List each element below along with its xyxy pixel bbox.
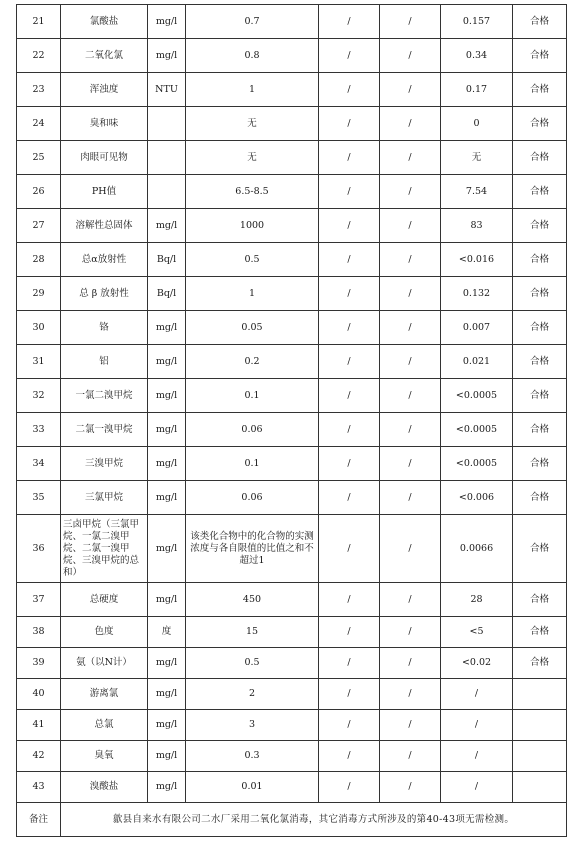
standard-limit: 无	[186, 107, 319, 141]
col6-value: /	[380, 515, 441, 583]
verdict: 合格	[513, 345, 567, 379]
standard-limit: 0.2	[186, 345, 319, 379]
unit: mg/l	[148, 741, 186, 772]
unit: mg/l	[148, 679, 186, 710]
verdict: 合格	[513, 107, 567, 141]
unit: mg/l	[148, 583, 186, 617]
verdict: 合格	[513, 175, 567, 209]
verdict: 合格	[513, 617, 567, 648]
test-result: 7.54	[441, 175, 513, 209]
row-number: 31	[17, 345, 61, 379]
unit	[148, 141, 186, 175]
verdict: 合格	[513, 447, 567, 481]
unit	[148, 175, 186, 209]
unit: mg/l	[148, 209, 186, 243]
col6-value: /	[380, 73, 441, 107]
verdict: 合格	[513, 209, 567, 243]
col5-value: /	[319, 481, 380, 515]
col6-value: /	[380, 617, 441, 648]
item-name: 氯酸盐	[61, 5, 148, 39]
verdict: 合格	[513, 648, 567, 679]
table-row	[17, 648, 567, 679]
standard-limit: 15	[186, 617, 319, 648]
col5-value: /	[319, 209, 380, 243]
test-result: /	[441, 679, 513, 710]
item-name: 二氧化氯	[61, 39, 148, 73]
item-name: 色度	[61, 617, 148, 648]
row-number: 25	[17, 141, 61, 175]
item-name: 臭氧	[61, 741, 148, 772]
test-result: 83	[441, 209, 513, 243]
standard-limit: 0.7	[186, 5, 319, 39]
item-name: 三氯甲烷	[61, 481, 148, 515]
table-row	[17, 277, 567, 311]
standard-limit: 0.8	[186, 39, 319, 73]
col5-value: /	[319, 741, 380, 772]
col5-value: /	[319, 311, 380, 345]
col6-value: /	[380, 175, 441, 209]
table-row	[17, 617, 567, 648]
table-row	[17, 447, 567, 481]
item-name: PH值	[61, 175, 148, 209]
test-result: 0.0066	[441, 515, 513, 583]
table-row	[17, 345, 567, 379]
col5-value: /	[319, 679, 380, 710]
unit: mg/l	[148, 311, 186, 345]
unit: mg/l	[148, 379, 186, 413]
item-name: 溶解性总固体	[61, 209, 148, 243]
col6-value: /	[380, 311, 441, 345]
standard-limit: 2	[186, 679, 319, 710]
row-number: 21	[17, 5, 61, 39]
verdict	[513, 772, 567, 803]
test-result: 0.132	[441, 277, 513, 311]
col5-value: /	[319, 39, 380, 73]
table-row	[17, 710, 567, 741]
col6-value: /	[380, 39, 441, 73]
test-result: <5	[441, 617, 513, 648]
col6-value: /	[380, 481, 441, 515]
item-name: 总硬度	[61, 583, 148, 617]
unit	[148, 107, 186, 141]
col5-value: /	[319, 447, 380, 481]
verdict	[513, 741, 567, 772]
unit: Bq/l	[148, 243, 186, 277]
col5-value: /	[319, 5, 380, 39]
unit: mg/l	[148, 413, 186, 447]
verdict: 合格	[513, 515, 567, 583]
standard-limit: 0.5	[186, 243, 319, 277]
row-number: 26	[17, 175, 61, 209]
table-row	[17, 175, 567, 209]
verdict: 合格	[513, 277, 567, 311]
test-result: 0.17	[441, 73, 513, 107]
col6-value: /	[380, 583, 441, 617]
unit: mg/l	[148, 447, 186, 481]
note-label: 备注	[17, 803, 61, 837]
item-name: 二氯一溴甲烷	[61, 413, 148, 447]
table-row	[17, 481, 567, 515]
col6-value: /	[380, 243, 441, 277]
row-number: 36	[17, 515, 61, 583]
test-result: 0.007	[441, 311, 513, 345]
table-row	[17, 379, 567, 413]
verdict: 合格	[513, 73, 567, 107]
col6-value: /	[380, 741, 441, 772]
test-result: 0.021	[441, 345, 513, 379]
row-number: 30	[17, 311, 61, 345]
table-row	[17, 243, 567, 277]
test-result: <0.016	[441, 243, 513, 277]
verdict: 合格	[513, 141, 567, 175]
row-number: 35	[17, 481, 61, 515]
standard-limit: 该类化合物中的化合物的实测浓度与各自限值的比值之和不超过1	[186, 515, 319, 583]
table-row	[17, 413, 567, 447]
verdict: 合格	[513, 39, 567, 73]
col6-value: /	[380, 447, 441, 481]
unit: mg/l	[148, 345, 186, 379]
table-row	[17, 107, 567, 141]
item-name: 游离氯	[61, 679, 148, 710]
col6-value: /	[380, 345, 441, 379]
col6-value: /	[380, 209, 441, 243]
standard-limit: 1	[186, 277, 319, 311]
unit: mg/l	[148, 515, 186, 583]
col5-value: /	[319, 107, 380, 141]
unit: mg/l	[148, 648, 186, 679]
verdict: 合格	[513, 243, 567, 277]
unit: mg/l	[148, 5, 186, 39]
table-body	[17, 5, 567, 803]
standard-limit: 0.1	[186, 447, 319, 481]
col5-value: /	[319, 175, 380, 209]
col5-value: /	[319, 277, 380, 311]
verdict: 合格	[513, 5, 567, 39]
table-row	[17, 741, 567, 772]
row-number: 23	[17, 73, 61, 107]
col5-value: /	[319, 710, 380, 741]
table-row	[17, 39, 567, 73]
verdict: 合格	[513, 311, 567, 345]
standard-limit: 0.3	[186, 741, 319, 772]
standard-limit: 450	[186, 583, 319, 617]
col5-value: /	[319, 617, 380, 648]
item-name: 氨（以N计）	[61, 648, 148, 679]
col6-value: /	[380, 772, 441, 803]
col5-value: /	[319, 583, 380, 617]
unit: 度	[148, 617, 186, 648]
unit: Bq/l	[148, 277, 186, 311]
standard-limit: 0.5	[186, 648, 319, 679]
col5-value: /	[319, 379, 380, 413]
col5-value: /	[319, 515, 380, 583]
standard-limit: 0.06	[186, 413, 319, 447]
test-result: /	[441, 772, 513, 803]
table-row	[17, 515, 567, 583]
row-number: 43	[17, 772, 61, 803]
item-name: 浑浊度	[61, 73, 148, 107]
col5-value: /	[319, 413, 380, 447]
test-result: <0.02	[441, 648, 513, 679]
table-row	[17, 209, 567, 243]
row-number: 42	[17, 741, 61, 772]
item-name: 三卤甲烷（三氯甲烷、一氯二溴甲烷、二氯一溴甲烷、三溴甲烷的总和）	[61, 515, 148, 583]
unit: NTU	[148, 73, 186, 107]
col6-value: /	[380, 107, 441, 141]
test-result: 0.34	[441, 39, 513, 73]
col6-value: /	[380, 5, 441, 39]
water-quality-table	[16, 4, 567, 837]
col5-value: /	[319, 772, 380, 803]
col6-value: /	[380, 379, 441, 413]
item-name: 总α放射性	[61, 243, 148, 277]
standard-limit: 1	[186, 73, 319, 107]
item-name: 肉眼可见物	[61, 141, 148, 175]
unit: mg/l	[148, 39, 186, 73]
col6-value: /	[380, 277, 441, 311]
item-name: 溴酸盐	[61, 772, 148, 803]
standard-limit: 0.01	[186, 772, 319, 803]
row-number: 29	[17, 277, 61, 311]
col6-value: /	[380, 710, 441, 741]
table-row	[17, 73, 567, 107]
test-result: 28	[441, 583, 513, 617]
row-number: 39	[17, 648, 61, 679]
test-result: 0.157	[441, 5, 513, 39]
row-number: 32	[17, 379, 61, 413]
col5-value: /	[319, 243, 380, 277]
col5-value: /	[319, 73, 380, 107]
table-row	[17, 5, 567, 39]
row-number: 33	[17, 413, 61, 447]
standard-limit: 6.5-8.5	[186, 175, 319, 209]
col6-value: /	[380, 679, 441, 710]
note-row	[17, 803, 567, 837]
test-result: <0.006	[441, 481, 513, 515]
item-name: 总氯	[61, 710, 148, 741]
test-result: 无	[441, 141, 513, 175]
standard-limit: 0.05	[186, 311, 319, 345]
verdict: 合格	[513, 379, 567, 413]
verdict	[513, 710, 567, 741]
verdict: 合格	[513, 413, 567, 447]
note-text: 歙县自来水有限公司二水厂采用二氧化氯消毒，其它消毒方式所涉及的第40-43项无需检测。	[61, 803, 567, 837]
row-number: 40	[17, 679, 61, 710]
item-name: 一氯二溴甲烷	[61, 379, 148, 413]
row-number: 38	[17, 617, 61, 648]
row-number: 24	[17, 107, 61, 141]
col6-value: /	[380, 141, 441, 175]
row-number: 41	[17, 710, 61, 741]
row-number: 28	[17, 243, 61, 277]
standard-limit: 1000	[186, 209, 319, 243]
row-number: 22	[17, 39, 61, 73]
standard-limit: 3	[186, 710, 319, 741]
standard-limit: 无	[186, 141, 319, 175]
item-name: 总 β 放射性	[61, 277, 148, 311]
test-result: /	[441, 710, 513, 741]
col5-value: /	[319, 648, 380, 679]
row-number: 27	[17, 209, 61, 243]
col5-value: /	[319, 345, 380, 379]
item-name: 三溴甲烷	[61, 447, 148, 481]
standard-limit: 0.1	[186, 379, 319, 413]
unit: mg/l	[148, 772, 186, 803]
test-result: <0.0005	[441, 379, 513, 413]
row-number: 37	[17, 583, 61, 617]
col5-value: /	[319, 141, 380, 175]
table-row	[17, 679, 567, 710]
table-row	[17, 772, 567, 803]
table-row	[17, 141, 567, 175]
item-name: 臭和味	[61, 107, 148, 141]
test-result: <0.0005	[441, 413, 513, 447]
test-result: <0.0005	[441, 447, 513, 481]
verdict	[513, 679, 567, 710]
col6-value: /	[380, 413, 441, 447]
item-name: 铝	[61, 345, 148, 379]
test-result: 0	[441, 107, 513, 141]
verdict: 合格	[513, 481, 567, 515]
table-row	[17, 583, 567, 617]
col6-value: /	[380, 648, 441, 679]
unit: mg/l	[148, 710, 186, 741]
test-result: /	[441, 741, 513, 772]
unit: mg/l	[148, 481, 186, 515]
table-row	[17, 311, 567, 345]
standard-limit: 0.06	[186, 481, 319, 515]
row-number: 34	[17, 447, 61, 481]
item-name: 铬	[61, 311, 148, 345]
verdict: 合格	[513, 583, 567, 617]
